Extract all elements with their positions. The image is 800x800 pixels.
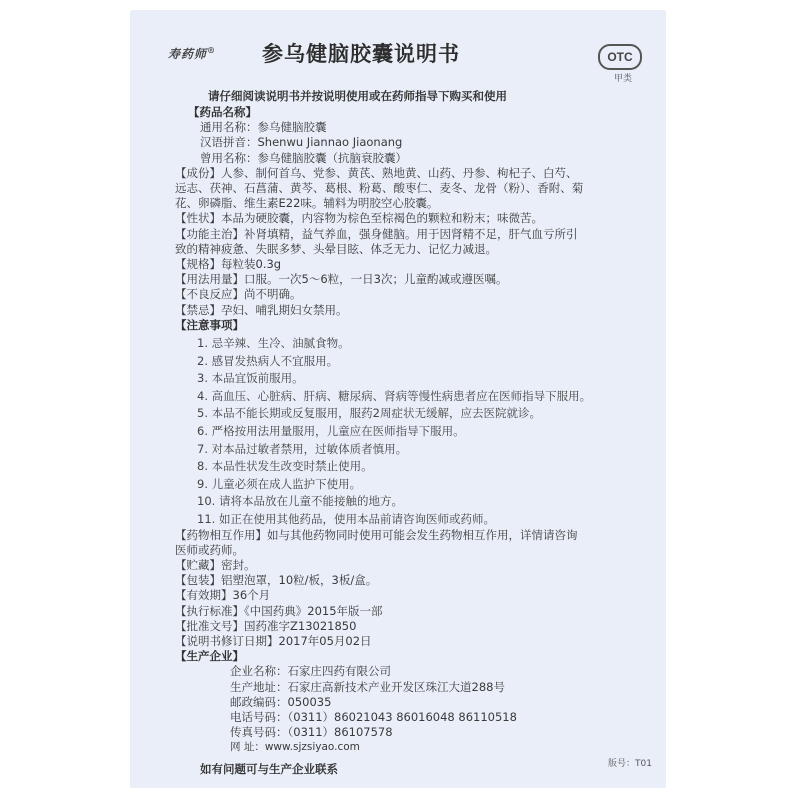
dosage: 【用法用量】口服。一次5～6粒，一日3次；儿童酌减或遵医嘱。 — [175, 272, 508, 287]
manufacturer-heading: 【生产企业】 — [175, 649, 244, 664]
storage: 【贮藏】密封。 — [175, 558, 256, 572]
generic-name: 通用名称：参乌健脑胶囊 — [200, 120, 327, 135]
ingredients-line-1: 【成份】人参、制何首乌、党参、黄芪、熟地黄、山药、丹参、枸杞子、白芍、 — [175, 165, 578, 180]
document-title: 参乌健脑胶囊说明书 — [262, 42, 460, 66]
company-address: 生产地址：石家庄高新技术产业开发区珠江大道288号 — [230, 679, 505, 694]
revision-date: 【说明书修订日期】2017年05月02日 — [175, 634, 372, 648]
otc-badge: OTC — [598, 44, 642, 70]
precaution-item: 6. 严格按用法用量服用，儿童应在医师指导下服用。 — [197, 424, 465, 438]
interactions-line-1: 【药物相互作用】如与其他药物同时使用可能会发生药物相互作用，详情请咨询 — [175, 527, 578, 542]
website: 网 址：www.sjzsiyao.com — [230, 741, 360, 754]
otc-class-label: 甲类 — [614, 74, 633, 84]
pinyin-name: 汉语拼音：Shenwu Jiannao Jiaonang — [200, 135, 403, 150]
precaution-item: 2. 感冒发热病人不宜服用。 — [197, 353, 339, 368]
indications-line-2: 致的精神疲惫、失眠多梦、头晕目眩、体乏无力、记忆力减退。 — [175, 241, 497, 256]
precaution-item: 3. 本品宜饭前服用。 — [197, 371, 304, 386]
precaution-item: 4. 高血压、心脏病、肝病、糖尿病、肾病等慢性病患者应在医师指导下服用。 — [197, 388, 592, 403]
precaution-item: 11. 如正在使用其他药品，使用本品前请咨询医师或药师。 — [197, 512, 495, 526]
contraindications: 【禁忌】孕妇、哺乳期妇女禁用。 — [175, 302, 348, 317]
precaution-item: 1. 忌辛辣、生冷、油腻食物。 — [197, 336, 350, 350]
postcode: 邮政编码：050035 — [230, 694, 332, 709]
interactions-line-2: 医师或药师。 — [175, 542, 244, 557]
description: 【性状】本品为硬胶囊，内容物为棕色至棕褐色的颗粒和粉末；味微苦。 — [175, 211, 543, 226]
precaution-item: 10. 请将本品放在儿童不能接触的地方。 — [197, 494, 403, 509]
package: 【包装】铝塑泡罩，10粒/板，3板/盒。 — [175, 573, 378, 588]
adverse-reactions: 【不良反应】尚不明确。 — [175, 287, 302, 302]
standard: 【执行标准】《中国药典》2015年版一部 — [175, 603, 383, 618]
ingredients-line-2: 远志、茯神、石菖蒲、黄芩、葛根、粉葛、酸枣仁、麦冬、龙骨（粉）、香附、菊 — [175, 181, 584, 195]
precautions-heading: 【注意事项】 — [175, 317, 244, 332]
fax-number: 传真号码：（0311）86107578 — [230, 725, 393, 740]
usage-notice: 请仔细阅读说明书并按说明使用或在药师指导下购买和使用 — [208, 89, 507, 103]
contact-note: 如有问题可与生产企业联系 — [200, 761, 338, 776]
validity: 【有效期】36个月 — [175, 588, 271, 603]
precaution-item: 5. 本品不能长期或反复服用，服药2周症状无缓解，应去医院就诊。 — [197, 406, 541, 421]
phone-numbers: 电话号码：（0311）86021043 86016048 86110518 — [230, 710, 517, 724]
company-name: 企业名称：石家庄四药有限公司 — [230, 664, 391, 679]
specification: 【规格】每粒装0.3g — [175, 257, 282, 271]
precaution-item: 8. 本品性状发生改变时禁止使用。 — [197, 459, 373, 474]
drug-name-heading: 【药品名称】 — [188, 105, 257, 119]
approval-number: 【批准文号】国药准字Z13021850 — [175, 618, 357, 633]
indications-line-1: 【功能主治】补肾填精，益气养血，强身健脑。用于因肾精不足，肝气血亏所引 — [175, 226, 578, 241]
brand-logo-text: 寿药师 — [168, 47, 208, 61]
registered-mark: ® — [207, 45, 217, 55]
ingredients-line-3: 花、卵磷脂、维生素E22味。辅料为明胶空心胶囊。 — [175, 196, 439, 211]
precaution-item: 9. 儿童必须在成人监护下使用。 — [197, 476, 362, 491]
version-number: 版号：T01 — [608, 759, 652, 769]
brand-logo — [168, 45, 216, 62]
precaution-item: 7. 对本品过敏者禁用，过敏体质者慎用。 — [197, 441, 408, 456]
former-name: 曾用名称：参乌健脑胶囊（抗脑衰胶囊） — [200, 150, 407, 165]
